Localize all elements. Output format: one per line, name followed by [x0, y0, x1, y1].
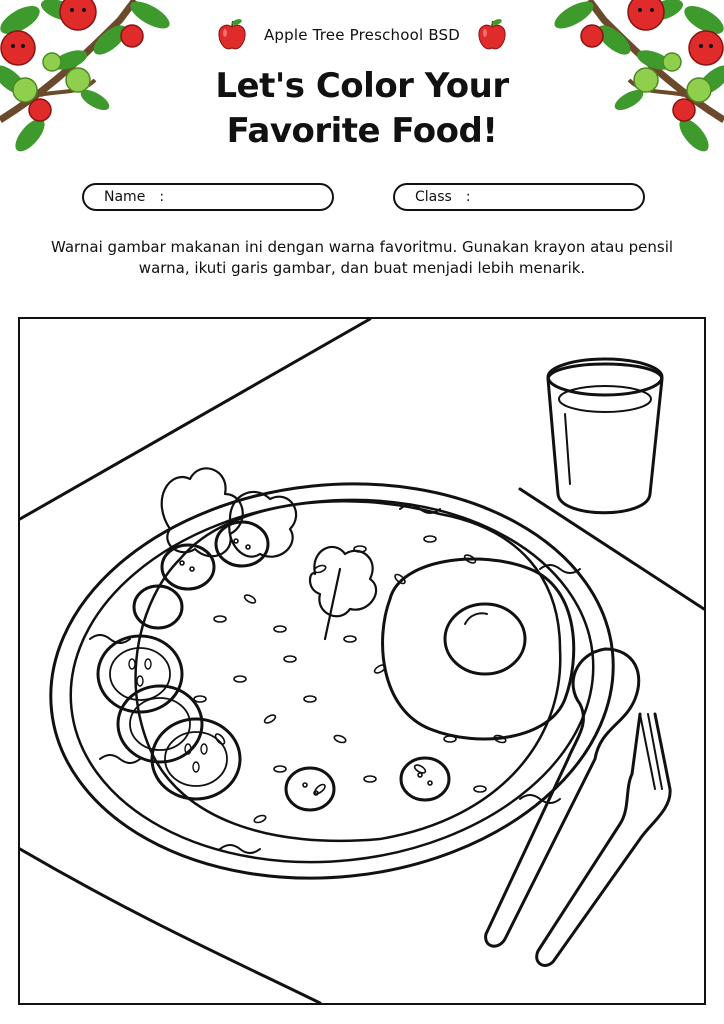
spoon: [486, 649, 639, 946]
school-header: [0, 18, 724, 52]
coloring-illustration: [18, 317, 706, 1005]
class-separator: :: [465, 189, 471, 205]
school-name: Apple Tree Preschool BSD: [263, 26, 461, 44]
fork: [537, 714, 670, 965]
apple-icon: [476, 18, 508, 52]
table-edge: [20, 319, 704, 1003]
name-field[interactable]: [82, 183, 334, 211]
title-line-2: Favorite Food!: [226, 111, 498, 151]
name-label: Name: [104, 189, 146, 205]
plate: [31, 457, 633, 906]
title-line-1: Let's Color Your: [215, 66, 509, 106]
name-separator: :: [159, 189, 165, 205]
instructions-text: Warnai gambar makanan ini dengan warna favoritmu. Gunakan krayon atau pensil warna, ikuti garis gambar, dan buat menjadi lebih menarik.: [50, 238, 674, 277]
glass-of-water: [548, 359, 662, 513]
class-field[interactable]: [393, 183, 645, 211]
fried-egg: [383, 559, 574, 739]
page-title: [0, 64, 724, 154]
class-label: Class: [415, 189, 452, 205]
cucumber-slices: [98, 636, 240, 799]
apple-icon: [216, 18, 248, 52]
